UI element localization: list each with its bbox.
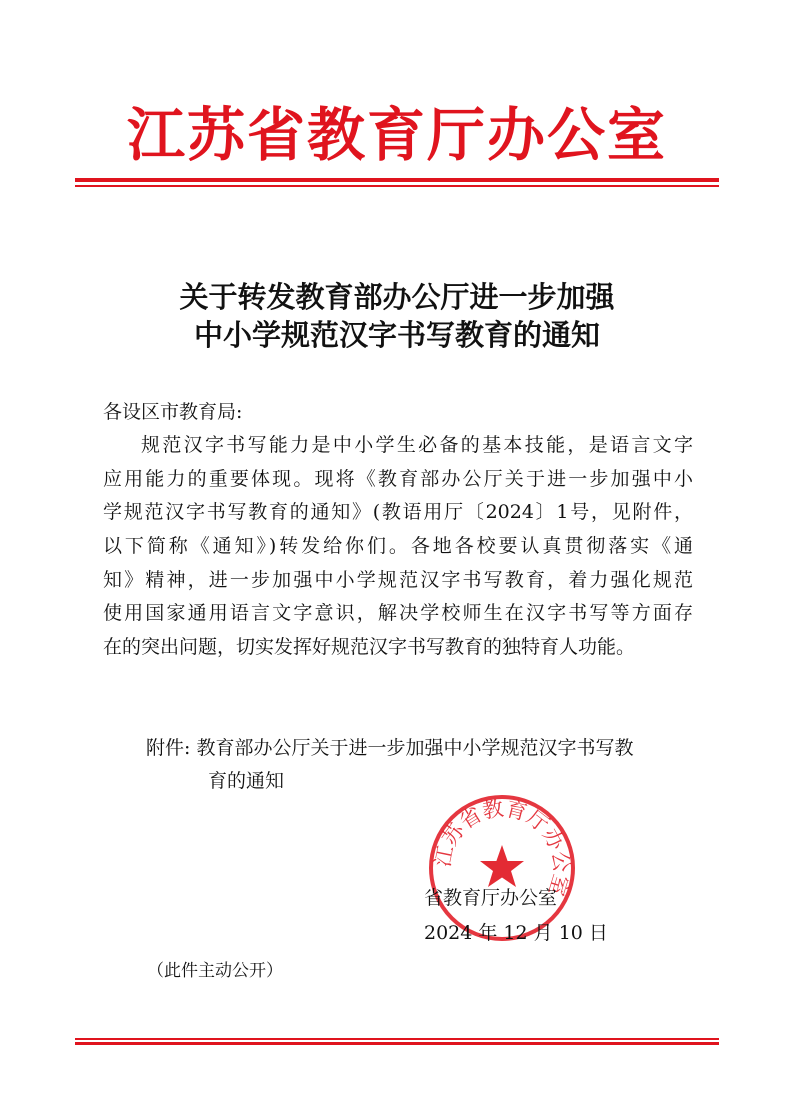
issuing-org-title: 江苏省教育厅办公室 (126, 101, 667, 169)
attachment-block (146, 732, 633, 798)
body-line-2: 应用能力的重要体现。现将《教育部办公厅关于进一步加强中小 (103, 467, 693, 490)
signature-org: 省教育厅办公室 (424, 887, 558, 909)
seal-star-icon (480, 845, 524, 887)
salutation: 各设区市教育局: (103, 401, 243, 423)
header-rule-thin (75, 185, 719, 187)
seal-text: 江苏省教育厅办公室 (430, 796, 574, 899)
document-title-line-1: 关于转发教育部办公厅进一步加强 (179, 280, 615, 314)
header-rule-thick (75, 178, 719, 182)
body-paragraph (103, 429, 693, 665)
attachment-title-line-2: 育的通知 (208, 770, 285, 792)
body-line-3: 学规范汉字书写教育的通知》(教语用厅〔2024〕1号，见附件， (103, 501, 693, 524)
signature-date: 2024 年 12 月 10 日 (424, 922, 608, 944)
disclosure-note: （此件主动公开） (147, 961, 283, 981)
attachment-label: 附件: (146, 737, 191, 759)
body-line-1: 规范汉字书写能力是中小学生必备的基本技能，是语言文字 (141, 434, 693, 456)
body-line-7: 在的突出问题，切实发挥好规范汉字书写教育的独特育人功能。 (103, 636, 636, 659)
document-title-line-2: 中小学规范汉字书写教育的通知 (193, 318, 600, 352)
body-line-6: 使用国家通用语言文字意识，解决学校师生在汉字书写等方面存 (103, 602, 693, 625)
body-line-5: 知》精神，进一步加强中小学规范汉字书写教育，着力强化规范 (103, 568, 693, 591)
body-line-4: 以下简称《通知》)转发给你们。各地各校要认真贯彻落实《通 (103, 535, 693, 558)
attachment-title-line-1: 教育部办公厅关于进一步加强中小学规范汉字书写教 (196, 737, 634, 759)
footer-rule-thick (75, 1042, 719, 1045)
document-title (0, 278, 794, 354)
footer-rule-thin (75, 1038, 719, 1040)
